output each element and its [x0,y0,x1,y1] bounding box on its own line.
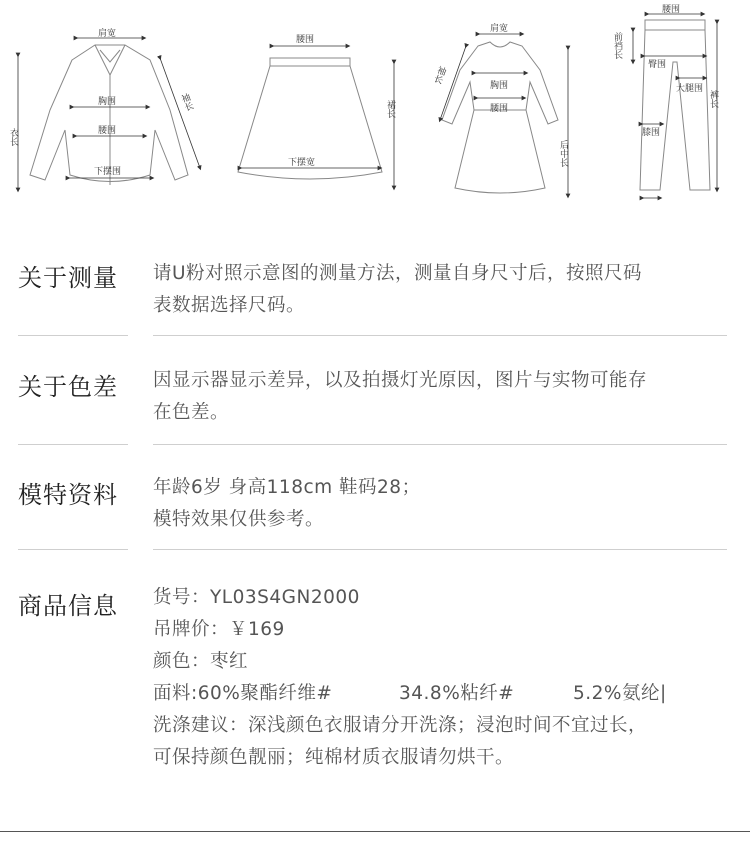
product-info-section-title: 商品信息 [18,592,118,620]
divider [18,444,128,445]
dress-waist-label: 腰围 [490,104,509,114]
pants-hip-label: 臀围 [648,60,667,70]
tag-price: 吊牌价：￥169 [153,619,285,640]
dress-back-length-label: 后中长 [558,140,568,167]
shirt-sleeve-label: 袖长 [178,92,194,113]
text-line: 年龄6岁 身高118cm 鞋码28； [153,477,421,498]
text-line: 模特效果仅供参考。 [153,509,325,530]
text-line: 在色差。 [153,402,230,423]
skirt-length-label: 裙长 [385,100,395,118]
dress-shoulder-label: 肩宽 [490,24,509,34]
product-info-section-text [153,582,733,774]
fabric-item: 5.2%氨纶| [573,683,667,704]
dress-chest-label: 胸围 [490,81,509,91]
fabric-composition [153,678,733,710]
divider [153,335,727,336]
color: 颜色：枣红 [153,651,249,672]
item-number: 货号：YL03S4GN2000 [153,587,360,608]
pants-arrows [633,14,717,198]
text-line: 因显示器显示差异，以及拍摄灯光原因，图片与实物可能存 [153,370,648,391]
measurement-diagram [0,0,750,210]
shirt-chest-label: 胸围 [98,97,117,107]
skirt-arrows [240,46,394,188]
shirt-waist-label: 腰围 [98,126,117,136]
pants-length-label: 裤长 [708,90,718,108]
color-difference-section-text [153,365,733,429]
measurement-section-title: 关于测量 [18,264,118,292]
divider [18,549,128,550]
pants-front-rise-label: 前裆长 [612,32,622,59]
divider [153,549,727,550]
wash-instruction-line: 洗涤建议：深浅颜色衣服请分开洗涤；浸泡时间不宜过长， [153,715,648,736]
dress-sleeve-label: 袖长 [431,64,447,85]
model-info-section-title: 模特资料 [18,481,118,509]
text-line: 表数据选择尺码。 [153,295,306,316]
divider [153,444,727,445]
measurement-section-text [153,258,733,322]
bottom-divider [0,831,750,832]
fabric-item: 34.8%粘纤# [399,683,515,704]
shirt-diagram [30,45,188,185]
pants-diagram [640,20,710,190]
model-info-section-text [153,472,733,536]
skirt-hem-label: 下摆宽 [288,158,316,168]
skirt-waist-label: 腰围 [296,35,315,45]
shirt-length-label: 衣长 [8,128,18,146]
divider [18,335,128,336]
pants-waist-label: 腰围 [662,5,681,15]
pants-knee-label: 膝围 [642,128,661,138]
text-line: 请U粉对照示意图的测量方法，测量自身尺寸后，按照尺码 [153,263,643,284]
wash-instruction-line: 可保持颜色靓丽；纯棉材质衣服请勿烘干。 [153,747,515,768]
color-difference-section-title: 关于色差 [18,373,118,401]
shirt-shoulder-label: 肩宽 [98,29,117,39]
fabric-item: 面料:60%聚酯纤维# [153,683,333,704]
pants-thigh-label: 大腿围 [676,84,704,94]
shirt-hem-label: 下摆围 [94,167,122,177]
